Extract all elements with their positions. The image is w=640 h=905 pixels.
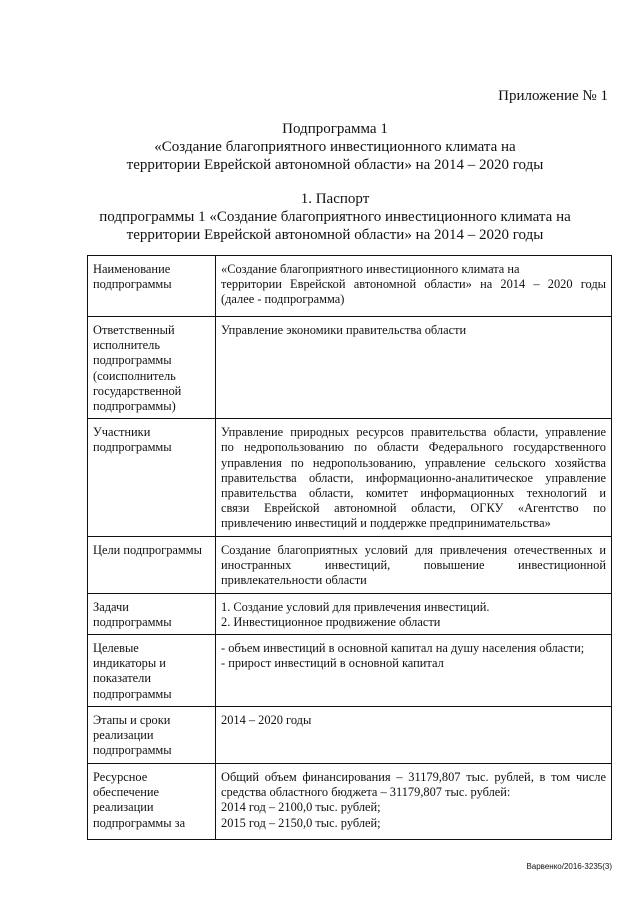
table-row — [88, 764, 612, 840]
table-row — [88, 593, 612, 634]
row-value-cell — [216, 764, 612, 840]
subprogram-title-line: «Создание благоприятного инвестиционного климата на — [154, 139, 516, 155]
row-value-line: по недропользованию по области Федерального государственного — [221, 440, 606, 455]
row-label-line: показатели — [93, 671, 151, 686]
row-value-cell — [216, 707, 612, 764]
row-label-line: подпрограммы — [93, 743, 172, 758]
row-label-line: (соисполнитель — [93, 368, 176, 383]
row-value-line: правительства области, комитет информационных технологий и — [221, 486, 606, 501]
subprogram-title-line: Подпрограмма 1 — [282, 121, 388, 137]
appendix-label: Приложение № 1 — [498, 88, 608, 104]
row-value-line: связи Еврейской автономной области, ОГКУ «Агентство по — [221, 501, 606, 516]
row-label-line: подпрограммы — [93, 614, 172, 629]
table-row — [88, 419, 612, 536]
row-label-cell — [88, 764, 216, 840]
passport-heading — [60, 190, 610, 244]
row-value-line: 2. Инвестиционное продвижение области — [221, 614, 441, 629]
passport-table — [87, 255, 612, 840]
row-value-line: 2015 год – 2150,0 тыс. рублей; — [221, 815, 381, 830]
row-value-line: 1. Создание условий для привлечения инвестиций. — [221, 599, 490, 614]
row-value-line: Общий объем финансирования – 31179,807 тыс. рублей, в том числе — [221, 770, 606, 785]
row-label-line: Целевые — [93, 641, 139, 656]
document-registration-code: Варвенко/2016-3235(3) — [526, 862, 612, 871]
row-label-line: Участники — [93, 425, 151, 440]
row-label-cell — [88, 593, 216, 634]
row-label-line: Наименование — [93, 262, 171, 276]
row-label-line: исполнитель — [93, 338, 160, 353]
row-label-line: Задачи — [93, 599, 129, 614]
row-value-line: Создание благоприятных условий для привлечения отечественных и — [221, 542, 606, 557]
row-value-line: привлекательности области — [221, 573, 367, 588]
row-label-line: подпрограммы) — [93, 399, 176, 414]
row-value-line: - объем инвестиций в основной капитал на душу населения области; — [221, 641, 585, 656]
passport-heading-line: территории Еврейской автономной области» на 2014 – 2020 годы — [126, 227, 544, 243]
row-label-line: подпрограммы — [93, 686, 172, 701]
row-label-line: Ответственный — [93, 323, 175, 337]
subprogram-title-line: территории Еврейской автономной области» на 2014 – 2020 годы — [126, 157, 544, 173]
row-label-line: индикаторы и — [93, 656, 166, 671]
row-label-line: подпрограммы — [93, 353, 172, 368]
row-value-line: иностранных инвестиций, повышение инвестиционной — [221, 557, 606, 572]
row-value-cell — [216, 536, 612, 593]
row-label-line: обеспечение — [93, 785, 159, 800]
table-row — [88, 635, 612, 707]
row-label-line: Ресурсное — [93, 770, 148, 785]
row-label-line: Этапы и сроки — [93, 713, 171, 728]
row-label-line: подпрограммы за — [93, 815, 186, 830]
row-value-line: (далее - подпрограмма) — [221, 292, 345, 307]
subprogram-title — [60, 120, 610, 174]
row-value-line: управления по недропользованию, управление сельского хозяйства — [221, 455, 606, 470]
row-label-cell — [88, 707, 216, 764]
row-value-cell — [216, 419, 612, 536]
row-label-cell — [88, 256, 216, 317]
row-value-line: - прирост инвестиций в основной капитал — [221, 656, 444, 671]
row-value-line: привлечению инвестиций и поддержке предпринимательства» — [221, 516, 551, 531]
row-value-line: 2014 – 2020 годы — [221, 713, 312, 728]
row-label-cell — [88, 317, 216, 419]
row-label-cell — [88, 536, 216, 593]
table-row — [88, 707, 612, 764]
row-label-cell — [88, 419, 216, 536]
table-row — [88, 256, 612, 317]
row-label-line: подпрограммы — [93, 440, 172, 455]
table-row — [88, 317, 612, 419]
row-value-line: правительства области, информационно-аналитическое управление — [221, 470, 606, 485]
row-value-line: Управление природных ресурсов правительства области, управление — [221, 425, 606, 440]
row-label-line: реализации — [93, 728, 154, 743]
row-label-cell — [88, 635, 216, 707]
row-value-line: средства областного бюджета – 31179,807 тыс. рублей: — [221, 785, 511, 800]
row-label-line: подпрограммы — [93, 277, 172, 292]
row-value-line: Управление экономики правительства области — [221, 323, 467, 337]
row-label-line: реализации — [93, 800, 154, 815]
table-row — [88, 536, 612, 593]
row-value-cell — [216, 317, 612, 419]
row-value-cell — [216, 593, 612, 634]
row-value-line: территории Еврейской автономной области» на 2014 – 2020 годы — [221, 277, 606, 292]
row-value-cell — [216, 256, 612, 317]
row-label-line: государственной — [93, 383, 182, 398]
passport-heading-line: 1. Паспорт — [300, 191, 370, 207]
row-value-line: 2014 год – 2100,0 тыс. рублей; — [221, 800, 381, 815]
row-label-line: Цели подпрограммы — [93, 542, 202, 557]
row-value-cell — [216, 635, 612, 707]
row-value-line: «Создание благоприятного инвестиционного климата на — [221, 262, 520, 276]
passport-heading-line: подпрограммы 1 «Создание благоприятного инвестиционного климата на — [99, 209, 571, 225]
